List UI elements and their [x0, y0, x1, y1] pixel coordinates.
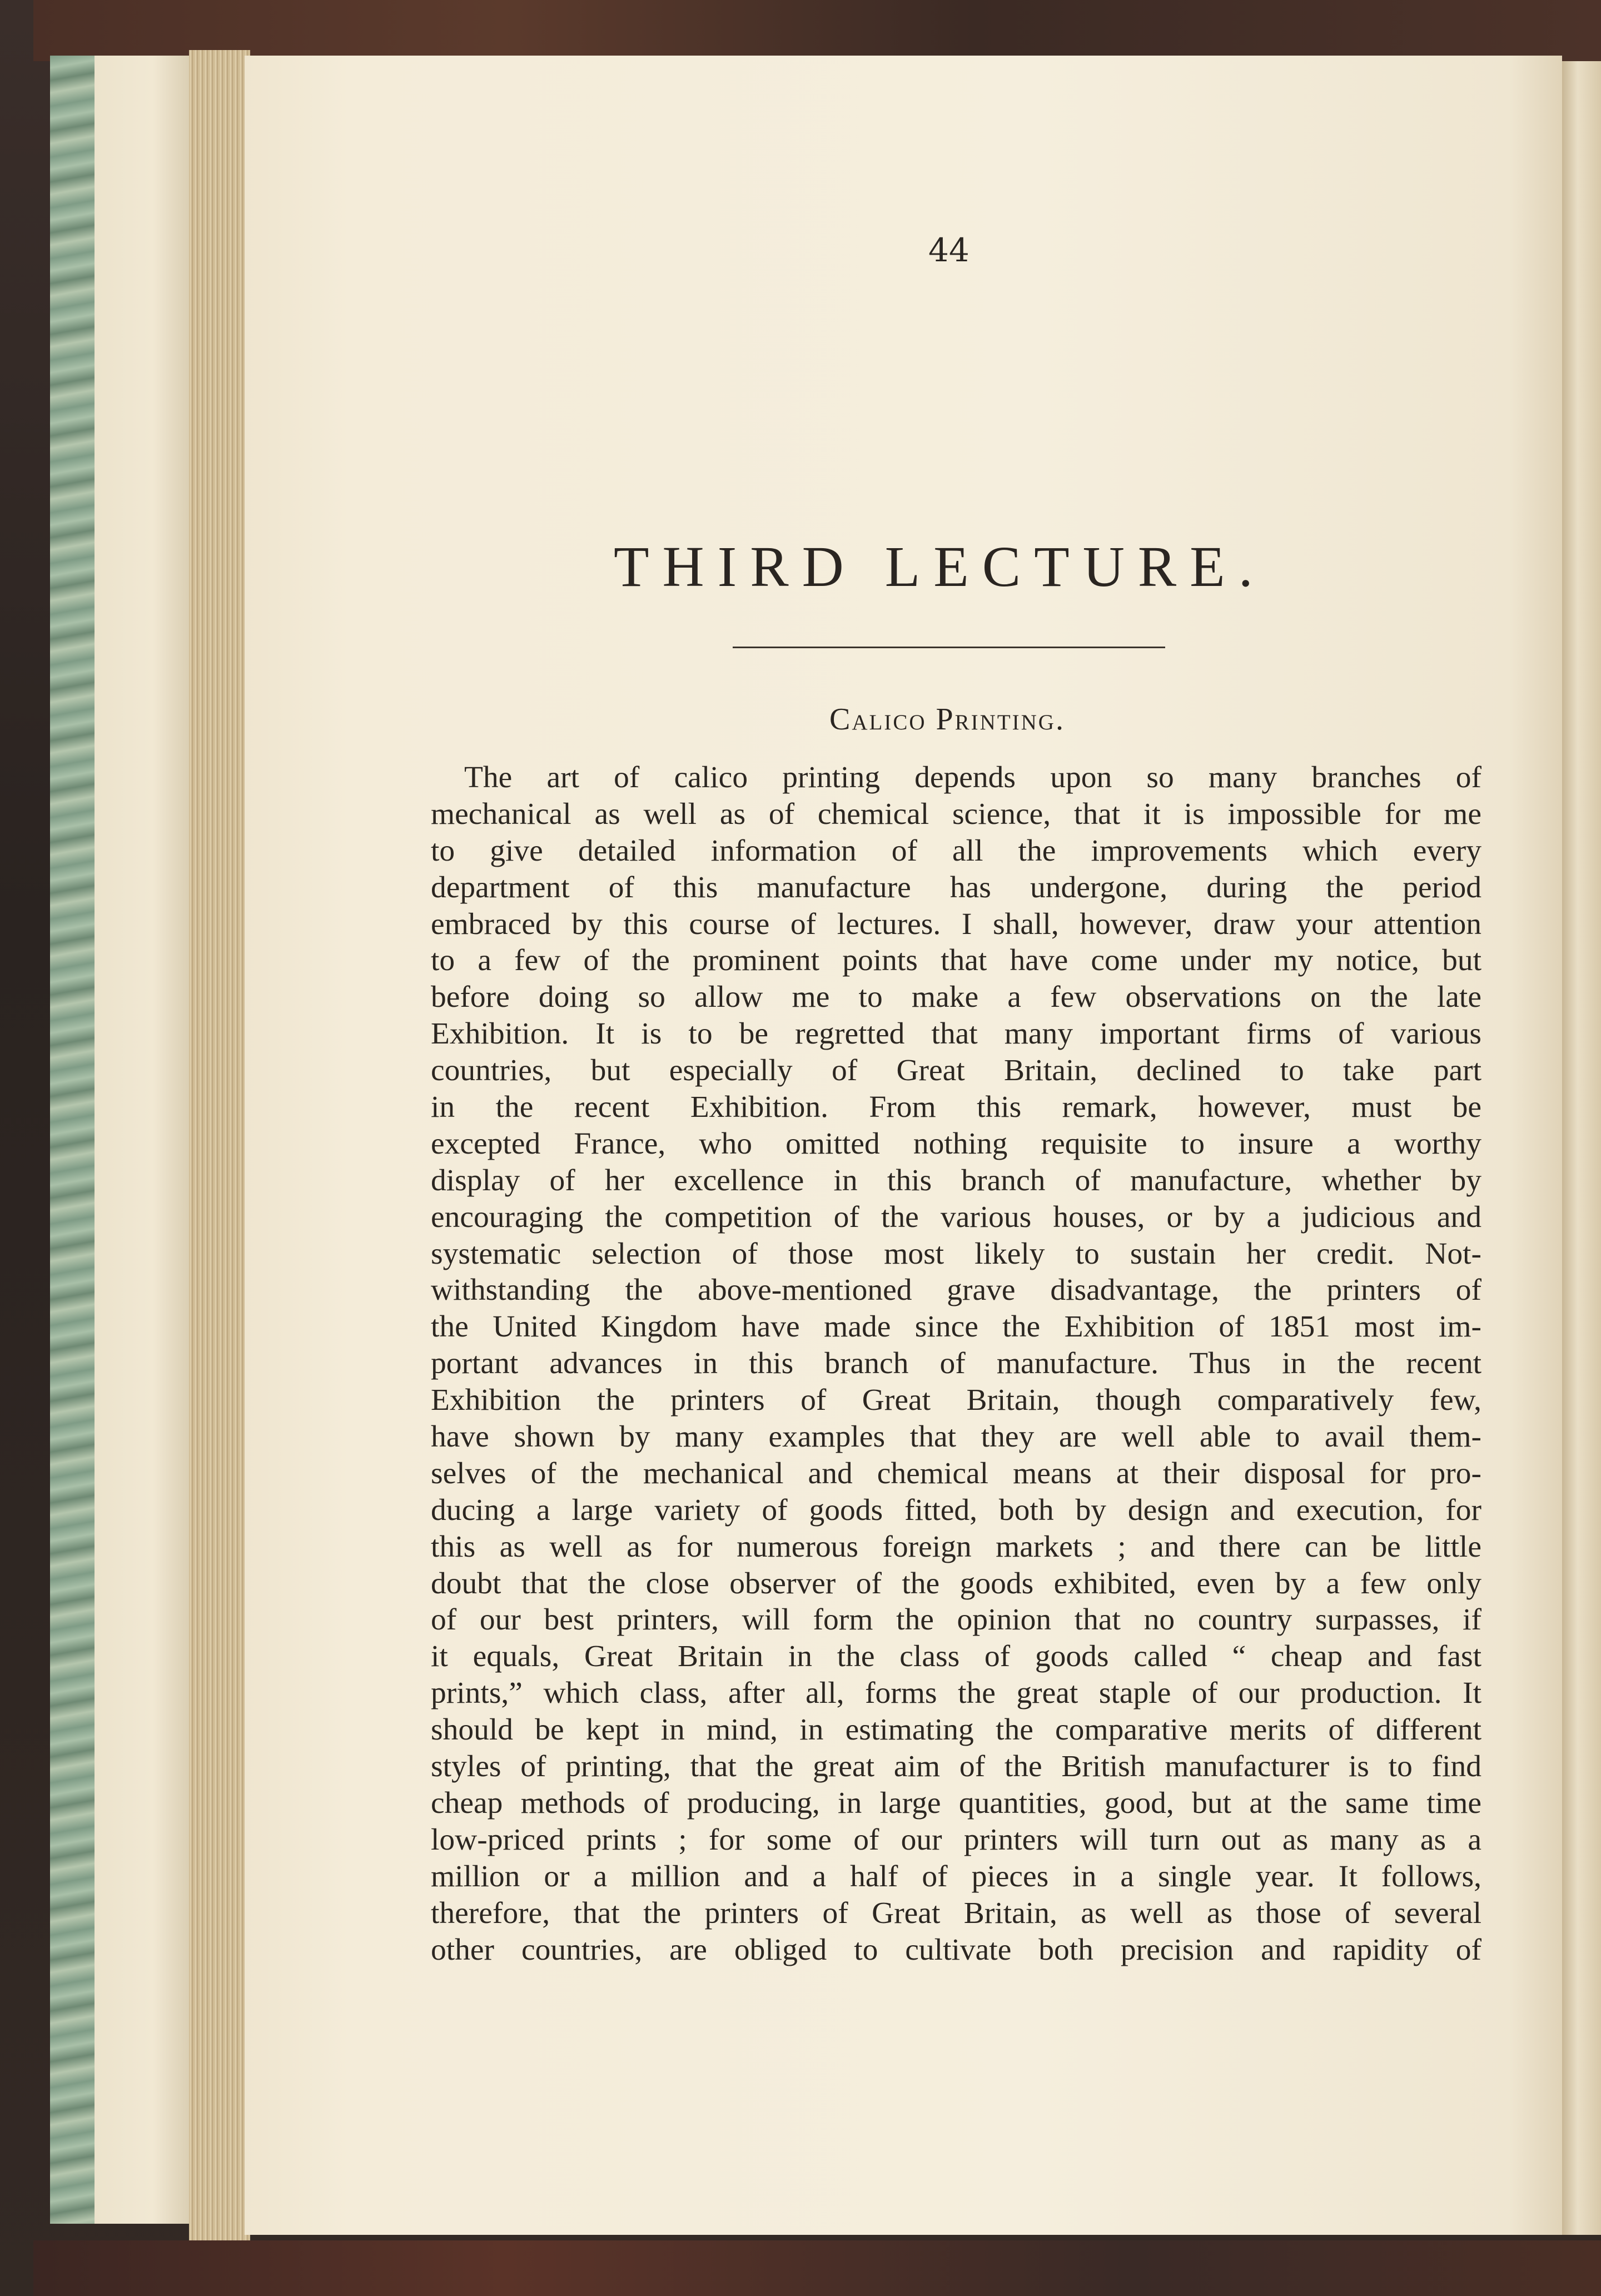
page-number: 44	[928, 231, 969, 269]
body-line: The art of calico printing depends upon so many branches of	[464, 761, 1481, 794]
body-line: to give detailed information of all the improvements which every	[431, 833, 1481, 868]
body-line: should be kept in mind, in estimating the comparative merits of different	[431, 1713, 1481, 1747]
body-line: withstanding the above-mentioned grave disadvantage, the printers of	[431, 1273, 1481, 1308]
body-line: therefore, that the printers of Great Britain, as well as those of several	[431, 1896, 1481, 1930]
body-line: million or a million and a half of pieces in a single year. It follows,	[431, 1859, 1481, 1894]
body-line: embraced by this course of lectures. I shall, however, draw your attention	[431, 907, 1481, 941]
body-line: ducing a large variety of goods fitted, both by design and execution, for	[431, 1493, 1481, 1527]
endpaper	[95, 56, 192, 2224]
body-line: doubt that the close observer of the goods exhibited, even by a few only	[431, 1566, 1481, 1601]
cover-bottom-edge	[33, 2240, 1601, 2296]
body-line: the United Kingdom have made since the Exhibition of 1851 most im-	[431, 1310, 1481, 1344]
title-rule	[733, 647, 1165, 648]
body-line: portant advances in this branch of manufacture. Thus in the recent	[431, 1346, 1481, 1381]
body-line: other countries, are obliged to cultivate both precision and rapidity of	[431, 1932, 1481, 1967]
body-line: excepted France, who omitted nothing requisite to insure a worthy	[431, 1126, 1481, 1161]
body-line: department of this manufacture has undergone, during the period	[431, 870, 1481, 905]
body-line: systematic selection of those most likely to sustain her credit. Not-	[431, 1236, 1481, 1271]
page-block-edge	[189, 50, 250, 2240]
body-line: before doing so allow me to make a few observations on the late	[431, 980, 1481, 1015]
body-line: cheap methods of producing, in large quantities, good, but at the same time	[431, 1786, 1481, 1820]
body-line: countries, but especially of Great Britain, declined to take part	[431, 1053, 1481, 1088]
body-line: selves of the mechanical and chemical means at their disposal for pro-	[431, 1456, 1481, 1490]
marbled-endpaper-strip	[50, 56, 98, 2224]
body-line: in the recent Exhibition. From this remark, however, must be	[431, 1090, 1481, 1125]
lecture-title: THIRD LECTURE.	[614, 535, 1266, 599]
body-line: to a few of the prominent points that have come under my notice, but	[431, 943, 1481, 978]
right-page-edge	[1562, 61, 1601, 2235]
body-line: encouraging the competition of the various houses, or by a judicious and	[431, 1200, 1481, 1234]
body-line: display of her excellence in this branch of manufacture, whether by	[431, 1163, 1481, 1197]
body-line: prints,” which class, after all, forms the great staple of our production. It	[431, 1676, 1481, 1711]
body-line: have shown by many examples that they are well able to avail them-	[431, 1420, 1481, 1454]
body-line: of our best printers, will form the opinion that no country surpasses, if	[431, 1603, 1481, 1637]
body-line: low-priced prints ; for some of our printers will turn out as many as a	[431, 1822, 1481, 1857]
body-line: mechanical as well as of chemical science, that it is impossible for me	[431, 797, 1481, 831]
section-heading: Calico Printing.	[829, 702, 1065, 737]
body-line: Exhibition. It is to be regretted that many important firms of various	[431, 1017, 1481, 1051]
body-line: this as well as for numerous foreign markets ; and there can be little	[431, 1529, 1481, 1564]
body-line: it equals, Great Britain in the class of goods called “ cheap and fast	[431, 1639, 1481, 1674]
body-line: styles of printing, that the great aim of the British manufacturer is to find	[431, 1750, 1481, 1784]
body-line: Exhibition the printers of Great Britain, though comparatively few,	[431, 1383, 1481, 1418]
cover-top-edge	[33, 0, 1601, 61]
body-text	[431, 759, 1481, 1968]
